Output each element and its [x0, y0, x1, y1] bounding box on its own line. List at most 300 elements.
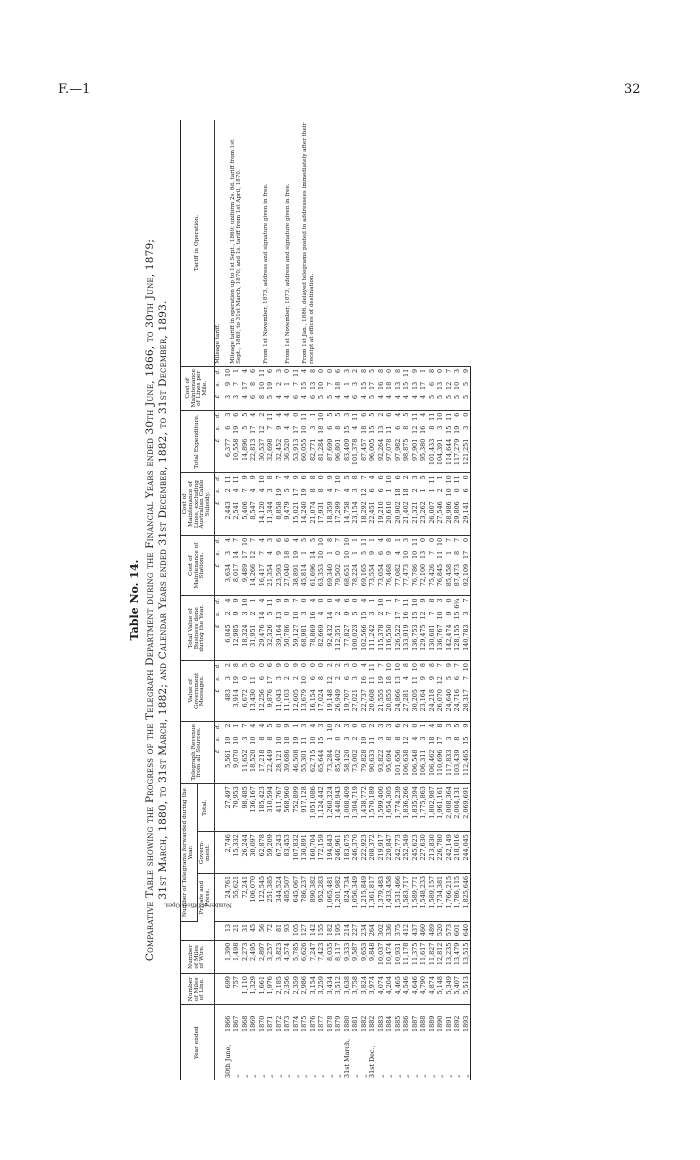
year-value: 1887	[410, 1015, 419, 1032]
shillings: 9	[427, 676, 436, 681]
pounds: 17,299	[334, 501, 343, 524]
cell-maint-stations	[249, 535, 258, 596]
cell-expenditure	[283, 410, 292, 473]
pence: 10	[393, 663, 402, 672]
pence: 0	[436, 368, 445, 373]
cell-expenditure	[376, 410, 385, 473]
year-label: „	[393, 1074, 402, 1078]
cell-govt-messages	[342, 661, 351, 722]
unit-label: d.	[215, 663, 222, 669]
cell-miles-wire: 2,495	[249, 940, 258, 973]
cell-cost-per-mile	[325, 366, 334, 410]
pounds: 82,669	[317, 624, 326, 647]
cell-total: 2,004,131	[453, 784, 462, 832]
pence: 7	[334, 537, 343, 542]
cell-year	[444, 1005, 453, 1080]
pence: 6	[249, 368, 258, 373]
pence: 7	[436, 663, 445, 668]
pence: 10	[257, 475, 266, 484]
pounds: 32,698	[266, 438, 275, 462]
pounds: 45,814	[300, 563, 309, 587]
pounds: 17,024	[317, 689, 326, 712]
cell-government: 183,675	[342, 832, 351, 874]
cell-offices: 489	[427, 921, 436, 940]
pence: 2	[368, 723, 377, 728]
cell-cost-per-mile	[385, 366, 394, 410]
shillings: 6	[461, 488, 470, 493]
cell-govt-messages	[368, 661, 377, 722]
pounds: 77,473	[402, 563, 411, 587]
pounds: 68,981	[300, 624, 309, 647]
pence: 2	[376, 412, 385, 417]
pounds: 39,686	[283, 749, 292, 772]
pence: 11	[266, 412, 275, 421]
pence: 11	[410, 537, 419, 546]
pounds: 73,554	[368, 563, 377, 587]
pence: 6	[393, 723, 402, 728]
pence: 5	[300, 537, 309, 542]
cell-total: 1,260,324	[325, 784, 334, 832]
pounds: 18,520	[249, 749, 258, 772]
cell-business	[351, 596, 360, 661]
cell-blank	[214, 974, 223, 1005]
cell-maint-stations	[453, 535, 462, 596]
unit-label: £	[215, 689, 222, 693]
pounds: 5	[461, 394, 470, 399]
cell-blank	[214, 921, 223, 940]
unit-label: £	[215, 438, 222, 443]
cell-government: 219,917	[376, 832, 385, 874]
pounds: 87,699	[325, 438, 334, 462]
shillings: 3	[342, 736, 351, 741]
pence: 10	[240, 598, 249, 607]
cell-business	[402, 596, 411, 661]
cell-expenditure	[300, 410, 309, 473]
year-value: 1877	[317, 1015, 326, 1032]
pence: 1	[232, 723, 241, 728]
pence: 2	[334, 663, 343, 668]
year-label: „	[308, 1074, 317, 1078]
cell-revenue	[427, 721, 436, 784]
pence: 1	[419, 723, 428, 728]
cell-government: 246,961	[334, 832, 343, 874]
pounds: 27,281	[402, 689, 411, 712]
shillings: 17	[393, 611, 402, 620]
pence: 0	[300, 663, 309, 668]
cell-total: 98,485	[240, 784, 249, 832]
cell-business	[223, 596, 232, 661]
shillings: 3	[419, 736, 428, 741]
pence: 7	[444, 368, 453, 373]
cell-miles-line: 1,661	[257, 974, 266, 1005]
cell-maint-lines	[376, 473, 385, 536]
pence: 0	[249, 663, 258, 668]
pounds: 20,902	[393, 501, 402, 524]
pence: 8	[232, 663, 241, 668]
pounds: 61,696	[308, 563, 317, 587]
shillings: 1	[283, 381, 292, 386]
pence: 6	[376, 475, 385, 480]
pence: 3	[342, 412, 351, 417]
cell-private: 1,766,215	[444, 873, 453, 921]
pence: 1	[368, 598, 377, 603]
cell-business	[240, 596, 249, 661]
cell-revenue	[359, 721, 368, 784]
shillings: 16	[308, 611, 317, 620]
cell-private: 344,524	[274, 873, 283, 921]
pence: 0	[325, 368, 334, 373]
pounds: 20,608	[368, 689, 377, 712]
cell-miles-wire: 9,587	[351, 940, 360, 973]
pounds: 12,605	[291, 689, 300, 712]
shillings: 13	[393, 676, 402, 685]
cell-private: 1,215,849	[359, 873, 368, 921]
cell-miles-line: 4,874	[427, 974, 436, 1005]
pounds: 14,120	[257, 501, 266, 524]
cell-maint-lines	[300, 473, 309, 536]
pounds: 18,292	[359, 501, 368, 524]
pence: 9	[444, 663, 453, 668]
pounds: 2,443	[223, 501, 232, 520]
col-expenditure: Total Expenditure.	[181, 410, 215, 473]
cell-miles-line: 699	[223, 974, 232, 1005]
cell-miles-wire: 13,479	[453, 940, 462, 973]
pounds: 4	[359, 394, 368, 399]
pounds: 6	[308, 394, 317, 399]
cell-private: 1,589,157	[427, 873, 436, 921]
pence: 0	[444, 598, 453, 603]
pounds: 27,546	[436, 501, 445, 524]
cell-government: 218,016	[453, 832, 462, 874]
pence: 7	[359, 475, 368, 480]
shillings: 19	[291, 550, 300, 559]
pence: 10	[240, 537, 249, 546]
pence: 9	[283, 723, 292, 728]
pence: 4	[249, 723, 258, 728]
cell-miles-wire: 9,848	[368, 940, 377, 973]
cell-offices: 640	[461, 921, 470, 940]
year-label: „	[376, 1074, 385, 1078]
pence: 6	[274, 537, 283, 542]
pounds: 28,121	[274, 749, 283, 772]
pence: 11	[368, 663, 377, 672]
cell-government: 67,243	[274, 832, 283, 874]
pounds: 22,737	[359, 689, 368, 712]
pence: 7	[291, 598, 300, 603]
cell-total: 411,767	[274, 784, 283, 832]
pounds: 24,218	[427, 689, 436, 712]
shillings: 1	[342, 381, 351, 386]
pence: 1	[393, 537, 402, 542]
year-label: „	[334, 1074, 343, 1078]
shillings: 2	[291, 676, 300, 681]
pence: 7	[453, 537, 462, 542]
pounds: 73,284	[325, 749, 334, 772]
cell-miles-wire: 2,273	[240, 940, 249, 973]
cell-govt-messages	[325, 661, 334, 722]
pounds: 483	[223, 689, 232, 702]
cell-private: 1,825,646	[461, 873, 470, 921]
year-label: „	[274, 1074, 283, 1078]
cell-year	[240, 1005, 249, 1080]
cell-revenue	[291, 721, 300, 784]
cell-revenue	[410, 721, 419, 784]
cell-miles-wire: 8,117	[334, 940, 343, 973]
shillings: 19	[232, 425, 241, 434]
pounds: 69,340	[325, 563, 334, 587]
pounds: 11,652	[240, 749, 249, 772]
pounds: 20,610	[385, 501, 394, 524]
pounds: 114,644	[444, 438, 453, 466]
cell-cost-per-mile	[308, 366, 317, 410]
pounds: 76,786	[410, 563, 419, 587]
cell-expenditure	[351, 410, 360, 473]
pounds: 3	[223, 394, 232, 399]
pence: 4	[257, 598, 266, 603]
shillings: 3	[351, 381, 360, 386]
cell-miles-line: 3,638	[342, 974, 351, 1005]
cell-revenue	[300, 721, 309, 784]
shillings: 10	[257, 381, 266, 390]
shillings: 0	[283, 611, 292, 616]
pence: 4	[223, 598, 232, 603]
year-label: „	[351, 1074, 360, 1078]
cell-maint-stations	[240, 535, 249, 596]
cell-government: 194,843	[325, 832, 334, 874]
pounds: 4	[283, 394, 292, 399]
pence: 9	[232, 598, 241, 603]
cell-maint-stations	[368, 535, 377, 596]
pounds: 95,380	[419, 438, 428, 462]
year-label: „	[402, 1074, 411, 1078]
cell-private: 106,070	[249, 873, 258, 921]
cell-offices: 520	[436, 921, 445, 940]
shillings: 18	[427, 736, 436, 745]
pounds: 21,354	[266, 563, 275, 587]
cell-miles-wire: 10,037	[376, 940, 385, 973]
year-label: „	[240, 1074, 249, 1078]
cell-private: 824,734	[342, 873, 351, 921]
cell-year	[249, 1005, 258, 1080]
pounds: 6	[291, 394, 300, 399]
cell-total: 1,008,409	[342, 784, 351, 832]
cell-maint-lines	[342, 473, 351, 536]
pounds: 102,566	[359, 624, 368, 651]
shillings: 7	[266, 425, 275, 430]
cell-maint-lines	[461, 473, 470, 536]
cell-miles-line: 3,434	[325, 974, 334, 1005]
pounds: 30,205	[410, 689, 419, 712]
cell-revenue	[461, 721, 470, 784]
shillings: 1	[325, 736, 334, 741]
cell-miles-wire: 13,235	[444, 940, 453, 973]
pence: 10	[376, 598, 385, 607]
cell-miles-line: 5,407	[453, 974, 462, 1005]
shillings: 13	[274, 611, 283, 620]
cell-govt-messages	[444, 661, 453, 722]
shillings: 19	[359, 736, 368, 745]
year-value: 1886	[402, 1015, 411, 1032]
cell-private: 72,241	[240, 873, 249, 921]
cell-total: 1,448,943	[334, 784, 343, 832]
shillings: 16	[359, 676, 368, 685]
shillings: 8	[402, 425, 411, 430]
pence: 0	[291, 412, 300, 417]
cell-private: 1,201,982	[334, 873, 343, 921]
year-label: „	[232, 1074, 241, 1078]
cell-blank	[214, 873, 223, 921]
pence: 4	[274, 412, 283, 417]
shillings: 3	[351, 676, 360, 681]
shillings: 19	[232, 676, 241, 685]
pounds: 96,801	[334, 438, 343, 462]
shillings: 9	[342, 611, 351, 616]
cell-maint-lines	[359, 473, 368, 536]
shillings: 2	[410, 488, 419, 493]
pounds: 96,005	[368, 438, 377, 462]
pounds: 4	[240, 394, 249, 399]
shillings: 11	[249, 676, 258, 685]
cell-business	[334, 596, 343, 661]
shillings: 16	[376, 381, 385, 390]
cell-offices: 13	[223, 921, 232, 940]
cell-revenue	[444, 721, 453, 784]
cell-maint-lines	[444, 473, 453, 536]
cell-revenue	[334, 721, 343, 784]
year-value: 1879	[334, 1015, 343, 1032]
pence: 8	[427, 663, 436, 668]
shillings: 15	[461, 736, 470, 745]
cell-expenditure	[444, 410, 453, 473]
cell-year	[300, 1005, 309, 1080]
shillings: 3	[274, 676, 283, 681]
pence: 8	[266, 475, 275, 480]
unit-label: s.	[215, 488, 222, 493]
shillings: 10	[308, 736, 317, 745]
cell-business	[385, 596, 394, 661]
cell-year	[461, 1005, 470, 1080]
shillings: 1	[444, 550, 453, 555]
pounds: 85,402	[334, 749, 343, 772]
shillings: 14	[232, 550, 241, 559]
shillings: 15	[444, 425, 453, 434]
table-title-block	[128, 120, 170, 1080]
cell-miles-wire: 7,247	[308, 940, 317, 973]
unit-label: £	[215, 563, 222, 568]
tariff-note: From 1st November, 1873, address and signature given in free.	[285, 183, 292, 364]
pounds: 76,468	[385, 563, 394, 587]
shillings: 6	[223, 425, 232, 430]
year-label: „	[300, 1074, 309, 1078]
cell-business	[325, 596, 334, 661]
year-label: „	[444, 1074, 453, 1078]
pounds: 8	[257, 394, 266, 399]
shillings: 3	[240, 611, 249, 616]
shillings: 9	[368, 550, 377, 555]
pence: 3	[402, 537, 411, 542]
cell-business	[368, 596, 377, 661]
pounds: 23,164	[419, 689, 428, 712]
shillings: 15	[342, 425, 351, 434]
year-value: 1882	[368, 1015, 377, 1032]
year-value: 1878	[325, 1015, 334, 1032]
cell-total: 1,438,772	[359, 784, 368, 832]
shillings: 17	[266, 676, 275, 685]
shillings: 17	[249, 425, 258, 434]
year-label: „	[461, 1074, 470, 1078]
shillings: 5	[351, 611, 360, 616]
shillings: 0	[453, 488, 462, 493]
cell-offices: 601	[453, 921, 462, 940]
cell-revenue	[368, 721, 377, 784]
pence: 2	[257, 412, 266, 417]
shillings: 7	[240, 488, 249, 493]
pounds: 24,640	[444, 689, 453, 712]
cell-maint-stations	[419, 535, 428, 596]
pence: 4	[393, 412, 402, 417]
cell-miles-line: 1,329	[249, 974, 258, 1005]
cell-maint-stations	[317, 535, 326, 596]
pounds: 87,457	[359, 438, 368, 462]
cell-cost-per-mile	[351, 366, 360, 410]
shillings: 8	[249, 381, 258, 386]
shillings: 18	[385, 676, 394, 685]
pence: 5	[402, 412, 411, 417]
pence: 0	[274, 723, 283, 728]
pounds: 19,210	[376, 501, 385, 524]
cell-total: 2,069,691	[461, 784, 470, 832]
cell-revenue	[274, 721, 283, 784]
pence: 0	[300, 598, 309, 603]
cell-maint-lines	[385, 473, 394, 536]
pence: 11	[427, 475, 436, 484]
pounds: 106,638	[402, 749, 411, 777]
pounds: 133,919	[402, 624, 411, 651]
cell-govt-messages	[274, 661, 283, 722]
pounds: 5	[436, 394, 445, 399]
cell-total: 1,304,719	[351, 784, 360, 832]
cell-govt-messages	[376, 661, 385, 722]
pence: 3	[444, 723, 453, 728]
pence: 4	[291, 537, 300, 542]
pence: 5	[240, 412, 249, 417]
pence: 4	[334, 598, 343, 603]
cell-offices: 375	[393, 921, 402, 940]
unit-label: s.	[215, 736, 222, 742]
pence: 9	[274, 598, 283, 603]
cell-cost-per-mile	[334, 366, 343, 410]
cell-revenue	[308, 721, 317, 784]
pence: 10	[444, 475, 453, 484]
shillings: 1	[325, 550, 334, 555]
pounds: 3,914	[232, 689, 241, 708]
shillings: 12	[410, 425, 419, 434]
shillings: 0	[334, 736, 343, 741]
pounds: 75,426	[427, 563, 436, 587]
pence: 0	[359, 723, 368, 728]
pence: 5	[240, 663, 249, 668]
cell-offices: 142	[308, 921, 317, 940]
pounds: 140,783	[461, 624, 470, 651]
col-tariff: Tariff in Operation.	[181, 120, 215, 366]
cell-year	[266, 1005, 275, 1080]
cell-revenue	[223, 721, 232, 784]
cell-government: 242,773	[393, 832, 402, 874]
cell-business	[444, 596, 453, 661]
cell-expenditure	[393, 410, 402, 473]
pounds: 69,165	[359, 563, 368, 587]
cell-maint-stations	[342, 535, 351, 596]
